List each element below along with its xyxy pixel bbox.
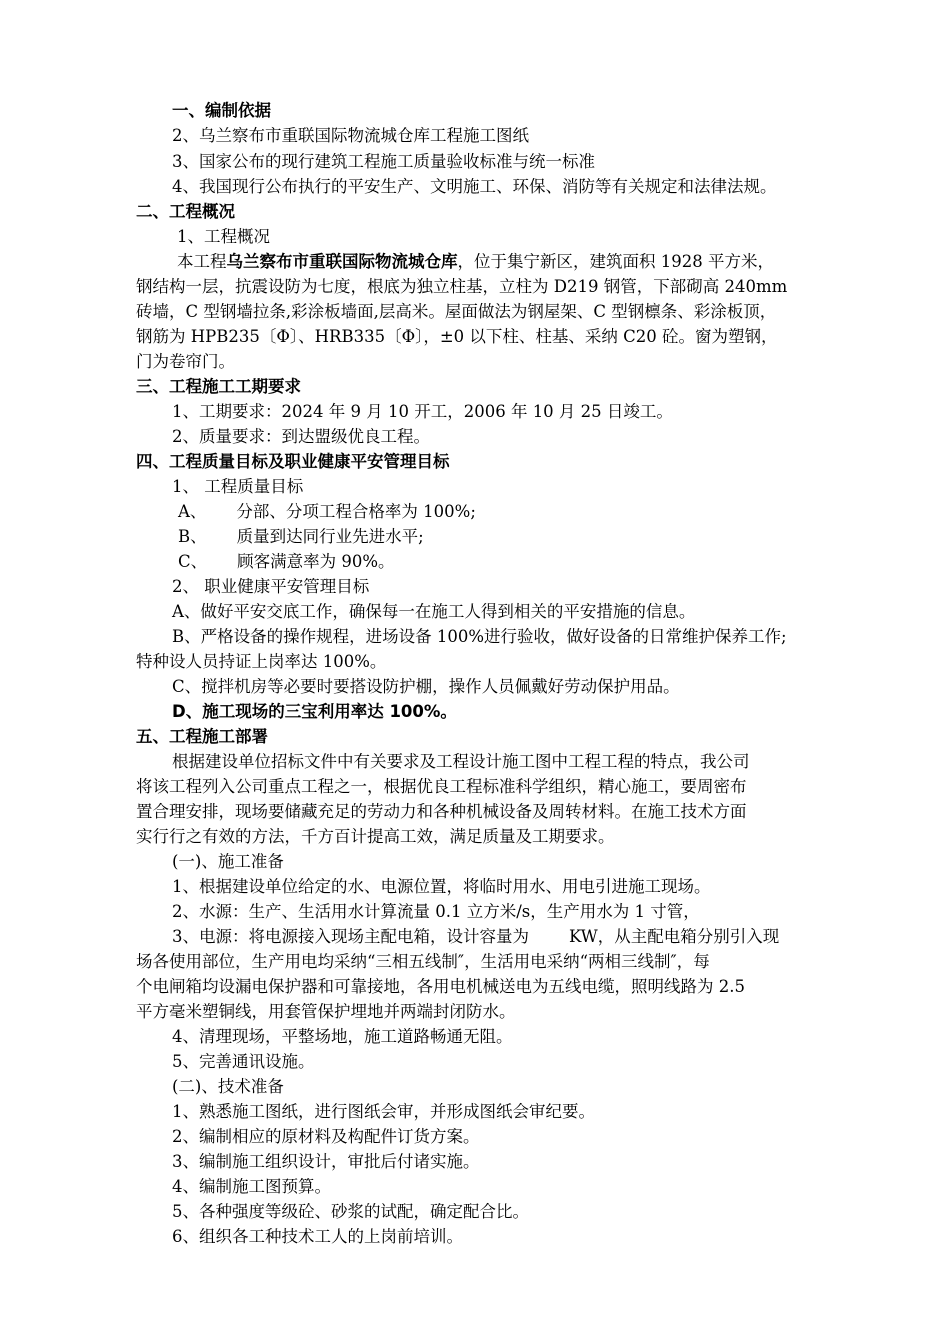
list-item — [178, 500, 476, 524]
item-text: 3、电源：将电源接入现场主配电箱，设计容量为 — [172, 927, 529, 946]
deployment-paragraph-line: 将该工程列入公司重点工程之一，根据优良工程标准科学组织，精心施工，要周密布 — [136, 777, 747, 796]
project-name: 乌兰察布市重联国际物流城仓库 — [226, 252, 458, 271]
list-item: 4、清理现场，平整场地，施工道路畅通无阻。 — [172, 1027, 513, 1046]
item-label: B、 — [178, 527, 207, 546]
item-label: C、 — [178, 552, 208, 571]
item-text: 质量到达同行业先进水平; — [236, 527, 424, 546]
item-text: KW，从主配电箱分别引入现 — [569, 927, 780, 946]
overview-paragraph-line: 门为卷帘门。 — [136, 352, 235, 371]
list-item-continuation: 个电闸箱均设漏电保护器和可靠接地，各用电机械送电为五线电缆，照明线路为 2.5 — [136, 977, 745, 996]
list-item: 4、编制施工图预算。 — [172, 1177, 331, 1196]
overview-paragraph-line: 砖墙，C 型钢墙拉条,彩涂板墙面,层高米。屋面做法为钢屋架、C 型钢檩条、彩涂板顶， — [136, 302, 777, 321]
list-item: 1、根据建设单位给定的水、电源位置，将临时用水、用电引进施工现场。 — [172, 877, 711, 896]
subsection-heading: (二)、技术准备 — [172, 1077, 284, 1096]
deployment-paragraph-line: 实行行之有效的方法，千方百计提高工效，满足质量及工期要求。 — [136, 827, 615, 846]
item-text: 分部、分项工程合格率为 100%; — [236, 502, 476, 521]
list-item — [172, 925, 779, 949]
list-item — [178, 550, 395, 574]
list-item-continuation: 平方毫米塑铜线，用套管保护埋地并两端封闭防水。 — [136, 1002, 516, 1021]
deployment-paragraph-line: 置合理安排，现场要储藏充足的劳动力和各种机械设备及周转材料。在施工技术方面 — [136, 802, 747, 821]
list-item-continuation: 场各使用部位，生产用电均采纳“三相五线制″，生活用电采纳“两相三线制″，每 — [136, 952, 710, 971]
overview-prefix: 本工程 — [177, 252, 227, 271]
list-item: 2、乌兰察布市重联国际物流城仓库工程施工图纸 — [172, 126, 529, 145]
overview-paragraph-line: 钢筋为 HPB235〔Φ〕、HRB335〔Φ〕，±0 以下柱、柱基、采纳 C20 砼。窗为塑钢， — [136, 327, 778, 346]
list-item: D、施工现场的三宝利用率达 100%。 — [172, 702, 457, 721]
section-4-heading: 四、工程质量目标及职业健康平安管理目标 — [136, 452, 450, 471]
section-1-heading: 一、编制依据 — [172, 101, 271, 120]
overview-paragraph-line — [177, 250, 774, 274]
list-item: B、严格设备的操作规程，进场设备 100%进行验收，做好设备的日常维护保养工作; — [172, 627, 787, 646]
deployment-paragraph-line: 根据建设单位招标文件中有关要求及工程设计施工图中工程工程的特点，我公司 — [172, 752, 750, 771]
section-2-heading: 二、工程概况 — [136, 202, 235, 221]
list-item: A、做好平安交底工作，确保每一在施工人得到相关的平安措施的信息。 — [172, 602, 696, 621]
list-item: 5、完善通讯设施。 — [172, 1052, 315, 1071]
list-item: 2、水源：生产、生活用水计算流量 0.1 立方米/s，生产用水为 1 寸管， — [172, 902, 700, 921]
overview-rest: ，位于集宁新区，建筑面积 1928 平方米， — [457, 252, 774, 271]
list-item: 4、我国现行公布执行的平安生产、文明施工、环保、消防等有关规定和法律法规。 — [172, 177, 777, 196]
section-5-heading: 五、工程施工部署 — [136, 727, 268, 746]
list-item: C、搅拌机房等必要时要搭设防护棚，操作人员佩戴好劳动保护用品。 — [172, 677, 680, 696]
list-item: 3、编制施工组织设计，审批后付诸实施。 — [172, 1152, 480, 1171]
list-item: 2、编制相应的原材料及构配件订货方案。 — [172, 1127, 480, 1146]
list-item-continuation: 特种设人员持证上岗率达 100%。 — [136, 652, 387, 671]
subsection-heading: 2、 职业健康平安管理目标 — [172, 577, 370, 596]
overview-paragraph-line: 钢结构一层，抗震设防为七度，根底为独立柱基，立柱为 D219 钢管，下部砌高 240mm — [136, 277, 788, 296]
item-label: A、 — [178, 502, 207, 521]
list-item: 1、工期要求：2024 年 9 月 10 开工，2006 年 10 月 25 日竣工。 — [172, 402, 673, 421]
list-item: 1、熟悉施工图纸，进行图纸会审，并形成图纸会审纪要。 — [172, 1102, 595, 1121]
list-item: 5、各种强度等级砼、砂浆的试配，确定配合比。 — [172, 1202, 529, 1221]
section-3-heading: 三、工程施工工期要求 — [136, 377, 301, 396]
subsection-heading: 1、工程概况 — [177, 227, 270, 246]
list-item — [178, 525, 424, 549]
subsection-heading: (一)、施工准备 — [172, 852, 284, 871]
list-item: 3、国家公布的现行建筑工程施工质量验收标准与统一标准 — [172, 152, 595, 171]
item-text: 顾客满意率为 90%。 — [237, 552, 395, 571]
subsection-heading: 1、 工程质量目标 — [172, 477, 304, 496]
list-item: 2、质量要求：到达盟级优良工程。 — [172, 427, 430, 446]
list-item: 6、组织各工种技术工人的上岗前培训。 — [172, 1227, 463, 1246]
